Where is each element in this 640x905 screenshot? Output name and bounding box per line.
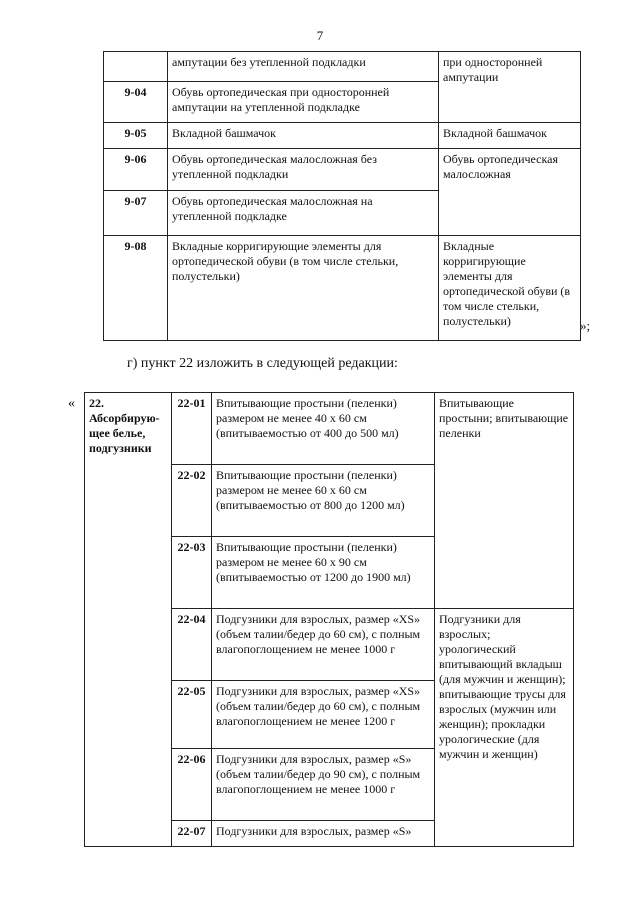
item-code: 22-06 bbox=[172, 749, 212, 821]
item-code: 22-04 bbox=[172, 609, 212, 681]
item-code: 22-05 bbox=[172, 681, 212, 749]
item-code: 22-07 bbox=[172, 821, 212, 847]
table-row bbox=[104, 236, 581, 341]
table-row bbox=[104, 149, 581, 191]
item-name: Подгузники для взрослых, размер «XS» (объем талии/бедер до 60 см), с полным влагопоглощением не менее 1000 г bbox=[212, 609, 435, 681]
item-code: 22-01 bbox=[172, 393, 212, 465]
group-name: Обувь ортопедическая малосложная bbox=[439, 149, 581, 236]
item-name: Обувь ортопедическая малосложная без утепленной подкладки bbox=[168, 149, 439, 191]
item-name: Впитывающие простыни (пеленки) размером не менее 60 х 90 см (впитываемостью от 1200 до 1900 мл) bbox=[212, 537, 435, 609]
item-code bbox=[104, 52, 168, 82]
closing-mark: »; bbox=[580, 318, 591, 333]
table-row bbox=[104, 52, 581, 82]
item-name: Вкладные корригирующие элементы для ортопедической обуви (в том числе стельки, полустельки) bbox=[168, 236, 439, 341]
table-row bbox=[85, 393, 574, 465]
open-quote: « bbox=[68, 396, 75, 411]
group-name: Вкладной башмачок bbox=[439, 123, 581, 149]
item-name: Впитывающие простыни (пеленки) размером не менее 40 х 60 см (впитываемостью от 400 до 500 мл) bbox=[212, 393, 435, 465]
table-row bbox=[104, 123, 581, 149]
group-name: Вкладные корригирующие элементы для ортопедической обуви (в том числе стельки, полустельки) bbox=[439, 236, 581, 341]
item-name: Подгузники для взрослых, размер «S» (объем талии/бедер до 90 см), с полным влагопоглощением не менее 1000 г bbox=[212, 749, 435, 821]
item-name: Обувь ортопедическая при односторонней ампутации на утепленной подкладке bbox=[168, 82, 439, 123]
products-table-9 bbox=[103, 51, 581, 341]
item-name: Подгузники для взрослых, размер «XS» (объем талии/бедер до 60 см), с полным влагопоглощением не менее 1200 г bbox=[212, 681, 435, 749]
products-table-22 bbox=[84, 392, 574, 847]
item-name: Впитывающие простыни (пеленки) размером не менее 60 х 60 см (впитываемостью от 800 до 1200 мл) bbox=[212, 465, 435, 537]
item-code: 9-04 bbox=[104, 82, 168, 123]
item-name: Обувь ортопедическая малосложная на утепленной подкладке bbox=[168, 191, 439, 236]
group-name: Подгузники для взрослых; урологический впитывающий вкладыш (для мужчин и женщин); впитывающие трусы для взрослых (мужчин или женщин); прокладки урологические (для мужчин и женщин) bbox=[435, 609, 574, 847]
section-title: 22. Абсорбирую-щее белье, подгузники bbox=[85, 393, 172, 847]
item-code: 9-08 bbox=[104, 236, 168, 341]
item-name: Подгузники для взрослых, размер «S» bbox=[212, 821, 435, 847]
group-name: Впитывающие простыни; впитывающие пеленки bbox=[435, 393, 574, 609]
group-name: при односторонней ампутации bbox=[439, 52, 581, 123]
item-code: 9-07 bbox=[104, 191, 168, 236]
page-number: 7 bbox=[316, 28, 324, 43]
item-name: ампутации без утепленной подкладки bbox=[168, 52, 439, 82]
amendment-paragraph: г) пункт 22 изложить в следующей редакции: bbox=[127, 356, 398, 371]
item-code: 9-06 bbox=[104, 149, 168, 191]
item-code: 9-05 bbox=[104, 123, 168, 149]
item-code: 22-03 bbox=[172, 537, 212, 609]
item-name: Вкладной башмачок bbox=[168, 123, 439, 149]
item-code: 22-02 bbox=[172, 465, 212, 537]
